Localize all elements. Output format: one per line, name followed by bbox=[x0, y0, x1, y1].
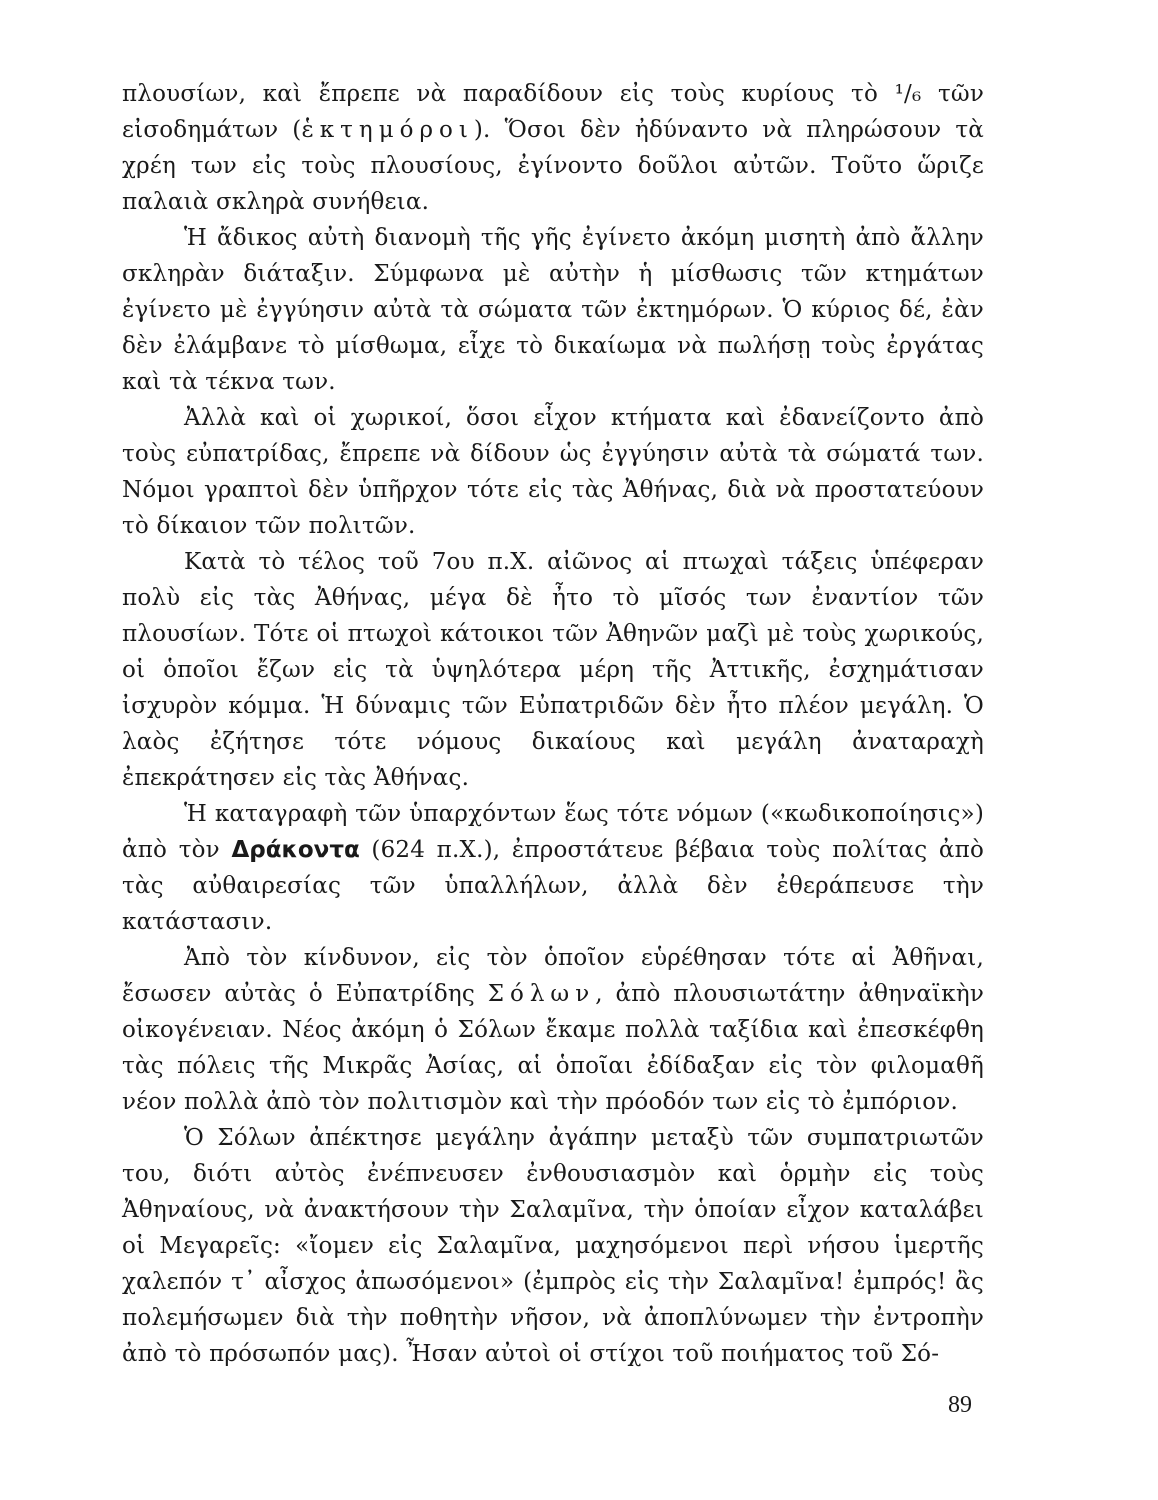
page-body bbox=[122, 76, 984, 1372]
paragraph-1 bbox=[122, 76, 984, 220]
paragraph-7: Ὁ Σόλων ἀπέκτησε μεγάλην ἀγάπην μεταξὺ τῶν συμπατριωτῶν του, διότι αὐτὸς ἐνέπνευσεν ἐνθουσιασμὸν καὶ ὁρμὴν εἰς τοὺς Ἀθηναίους, νὰ ἀνακτήσουν τὴν Σαλαμῖνα, τὴν ὁποίαν εἶχον καταλάβει οἱ Μεγαρεῖς: «ἴομεν εἰς Σαλαμῖνα, μαχησόμενοι περὶ νήσου ἱμερτῆς χαλεπόν τ᾽ αἶσχος ἀπωσόμενοι» (ἐμπρὸς εἰς τὴν Σαλαμῖνα! ἐμπρός! ἂς πολεμήσωμεν διὰ τὴν ποθητὴν νῆσον, νὰ ἀποπλύνωμεν τὴν ἐντροπὴν ἀπὸ τὸ πρόσωπόν μας). Ἦσαν αὐτοὶ οἱ στίχοι τοῦ ποιήματος τοῦ Σό- bbox=[122, 1125, 984, 1367]
paragraph-4: Κατὰ τὸ τέλος τοῦ 7ου π.Χ. αἰῶνος αἱ πτωχαὶ τάξεις ὑπέφεραν πολὺ εἰς τὰς Ἀθήνας, μέγα δὲ ἦτο τὸ μῖσός των ἐναντίον τῶν πλουσίων. Τότε οἱ πτωχοὶ κάτοικοι τῶν Ἀθηνῶν μαζὶ μὲ τοὺς χωρικούς, οἱ ὁποῖοι ἔζων εἰς τὰ ὑψηλότερα μέρη τῆς Ἀττικῆς, ἐσχημάτισαν ἰσχυρὸν κόμμα. Ἡ δύναμις τῶν Εὐπατριδῶν δὲν ἦτο πλέον μεγάλη. Ὁ λαὸς ἐζήτησε τότε νόμους δικαίους καὶ μεγάλη ἀναταραχὴ ἐπεκράτησεν εἰς τὰς Ἀθήνας. bbox=[122, 549, 984, 791]
paragraph-6-text-a: Ἀπὸ τὸν κίνδυνον, εἰς τὸν ὁποῖον εὑρέθησαν τότε αἱ Ἀθῆναι, ἔσωσεν αὐτὰς ὁ Εὐπατρίδης bbox=[122, 945, 984, 1007]
paragraph-6-text-b: , ἀπὸ πλουσιωτάτην ἀθηναϊκὴν οἰκογένειαν. Νέος ἀκόμη ὁ Σόλων ἔκαμε πολλὰ ταξίδια καὶ ἐπεσκέφθη τὰς πόλεις τῆς Μικρᾶς Ἀσίας, αἱ ὁποῖαι ἐδίδαξαν εἰς τὸν φιλομαθῆ νέον πολλὰ ἀπὸ τὸν πολιτισμὸν καὶ τὴν πρόοδόν των εἰς τὸ ἐμπόριον. bbox=[122, 981, 985, 1115]
paragraph-3: Ἀλλὰ καὶ οἱ χωρικοί, ὅσοι εἶχον κτήματα καὶ ἐδανείζοντο ἀπὸ τοὺς εὐπατρίδας, ἔπρεπε νὰ δίδουν ὡς ἐγγύησιν αὐτὰ τὰ σώματά των. Νόμοι γραπτοὶ δὲν ὑπῆρχον τότε εἰς τὰς Ἀθήνας, διὰ νὰ προστατεύουν τὸ δίκαιον τῶν πολιτῶν. bbox=[122, 405, 984, 539]
page-number: 89 bbox=[948, 1392, 972, 1418]
paragraph-1-text-a: πλουσίων, καὶ ἔπρεπε νὰ παραδίδουν εἰς τοὺς κυρίους τὸ ¹/₆ τῶν εἰσοδημάτων ( bbox=[122, 81, 984, 143]
paragraph-5-text-a: Ἡ καταγραφὴ τῶν ὑπαρχόντων ἕως τότε νόμων («κωδικοποίησις») ἀπὸ τὸν bbox=[122, 801, 984, 863]
paragraph-6 bbox=[122, 940, 984, 1120]
name-drakon: Δράκοντα bbox=[231, 837, 360, 863]
paragraph-2: Ἡ ἄδικος αὐτὴ διανομὴ τῆς γῆς ἐγίνετο ἀκόμη μισητὴ ἀπὸ ἄλλην σκληρὰν διάταξιν. Σύμφωνα μὲ αὐτὴν ἡ μίσθωσις τῶν κτημάτων ἐγίνετο μὲ ἐγγύησιν αὐτὰ τὰ σώματα τῶν ἐκτημόρων. Ὁ κύριος δέ, ἐὰν δὲν ἐλάμβανε τὸ μίσθωμα, εἶχε τὸ δικαίωμα νὰ πωλήσῃ τοὺς ἐργάτας καὶ τὰ τέκνα των. bbox=[122, 225, 984, 395]
term-ektemoroi: ἑκτημόροι bbox=[301, 117, 474, 143]
paragraph-5 bbox=[122, 796, 984, 940]
paragraph-1-text-b: ). Ὅσοι δὲν ἠδύναντο νὰ πληρώσουν τὰ χρέη των εἰς τοὺς πλουσίους, ἐγίνοντο δοῦλοι αὐτῶν. Τοῦτο ὥριζε παλαιὰ σκληρὰ συνήθεια. bbox=[122, 117, 984, 215]
paragraph-5-text-b: (624 π.Χ.), ἐπροστάτευε βέβαια τοὺς πολίτας ἀπὸ τὰς αὐθαιρεσίας τῶν ὑπαλλήλων, ἀλλὰ δὲν ἐθεράπευσε τὴν κατάστασιν. bbox=[122, 837, 984, 935]
name-solon: Σόλων bbox=[487, 981, 596, 1007]
